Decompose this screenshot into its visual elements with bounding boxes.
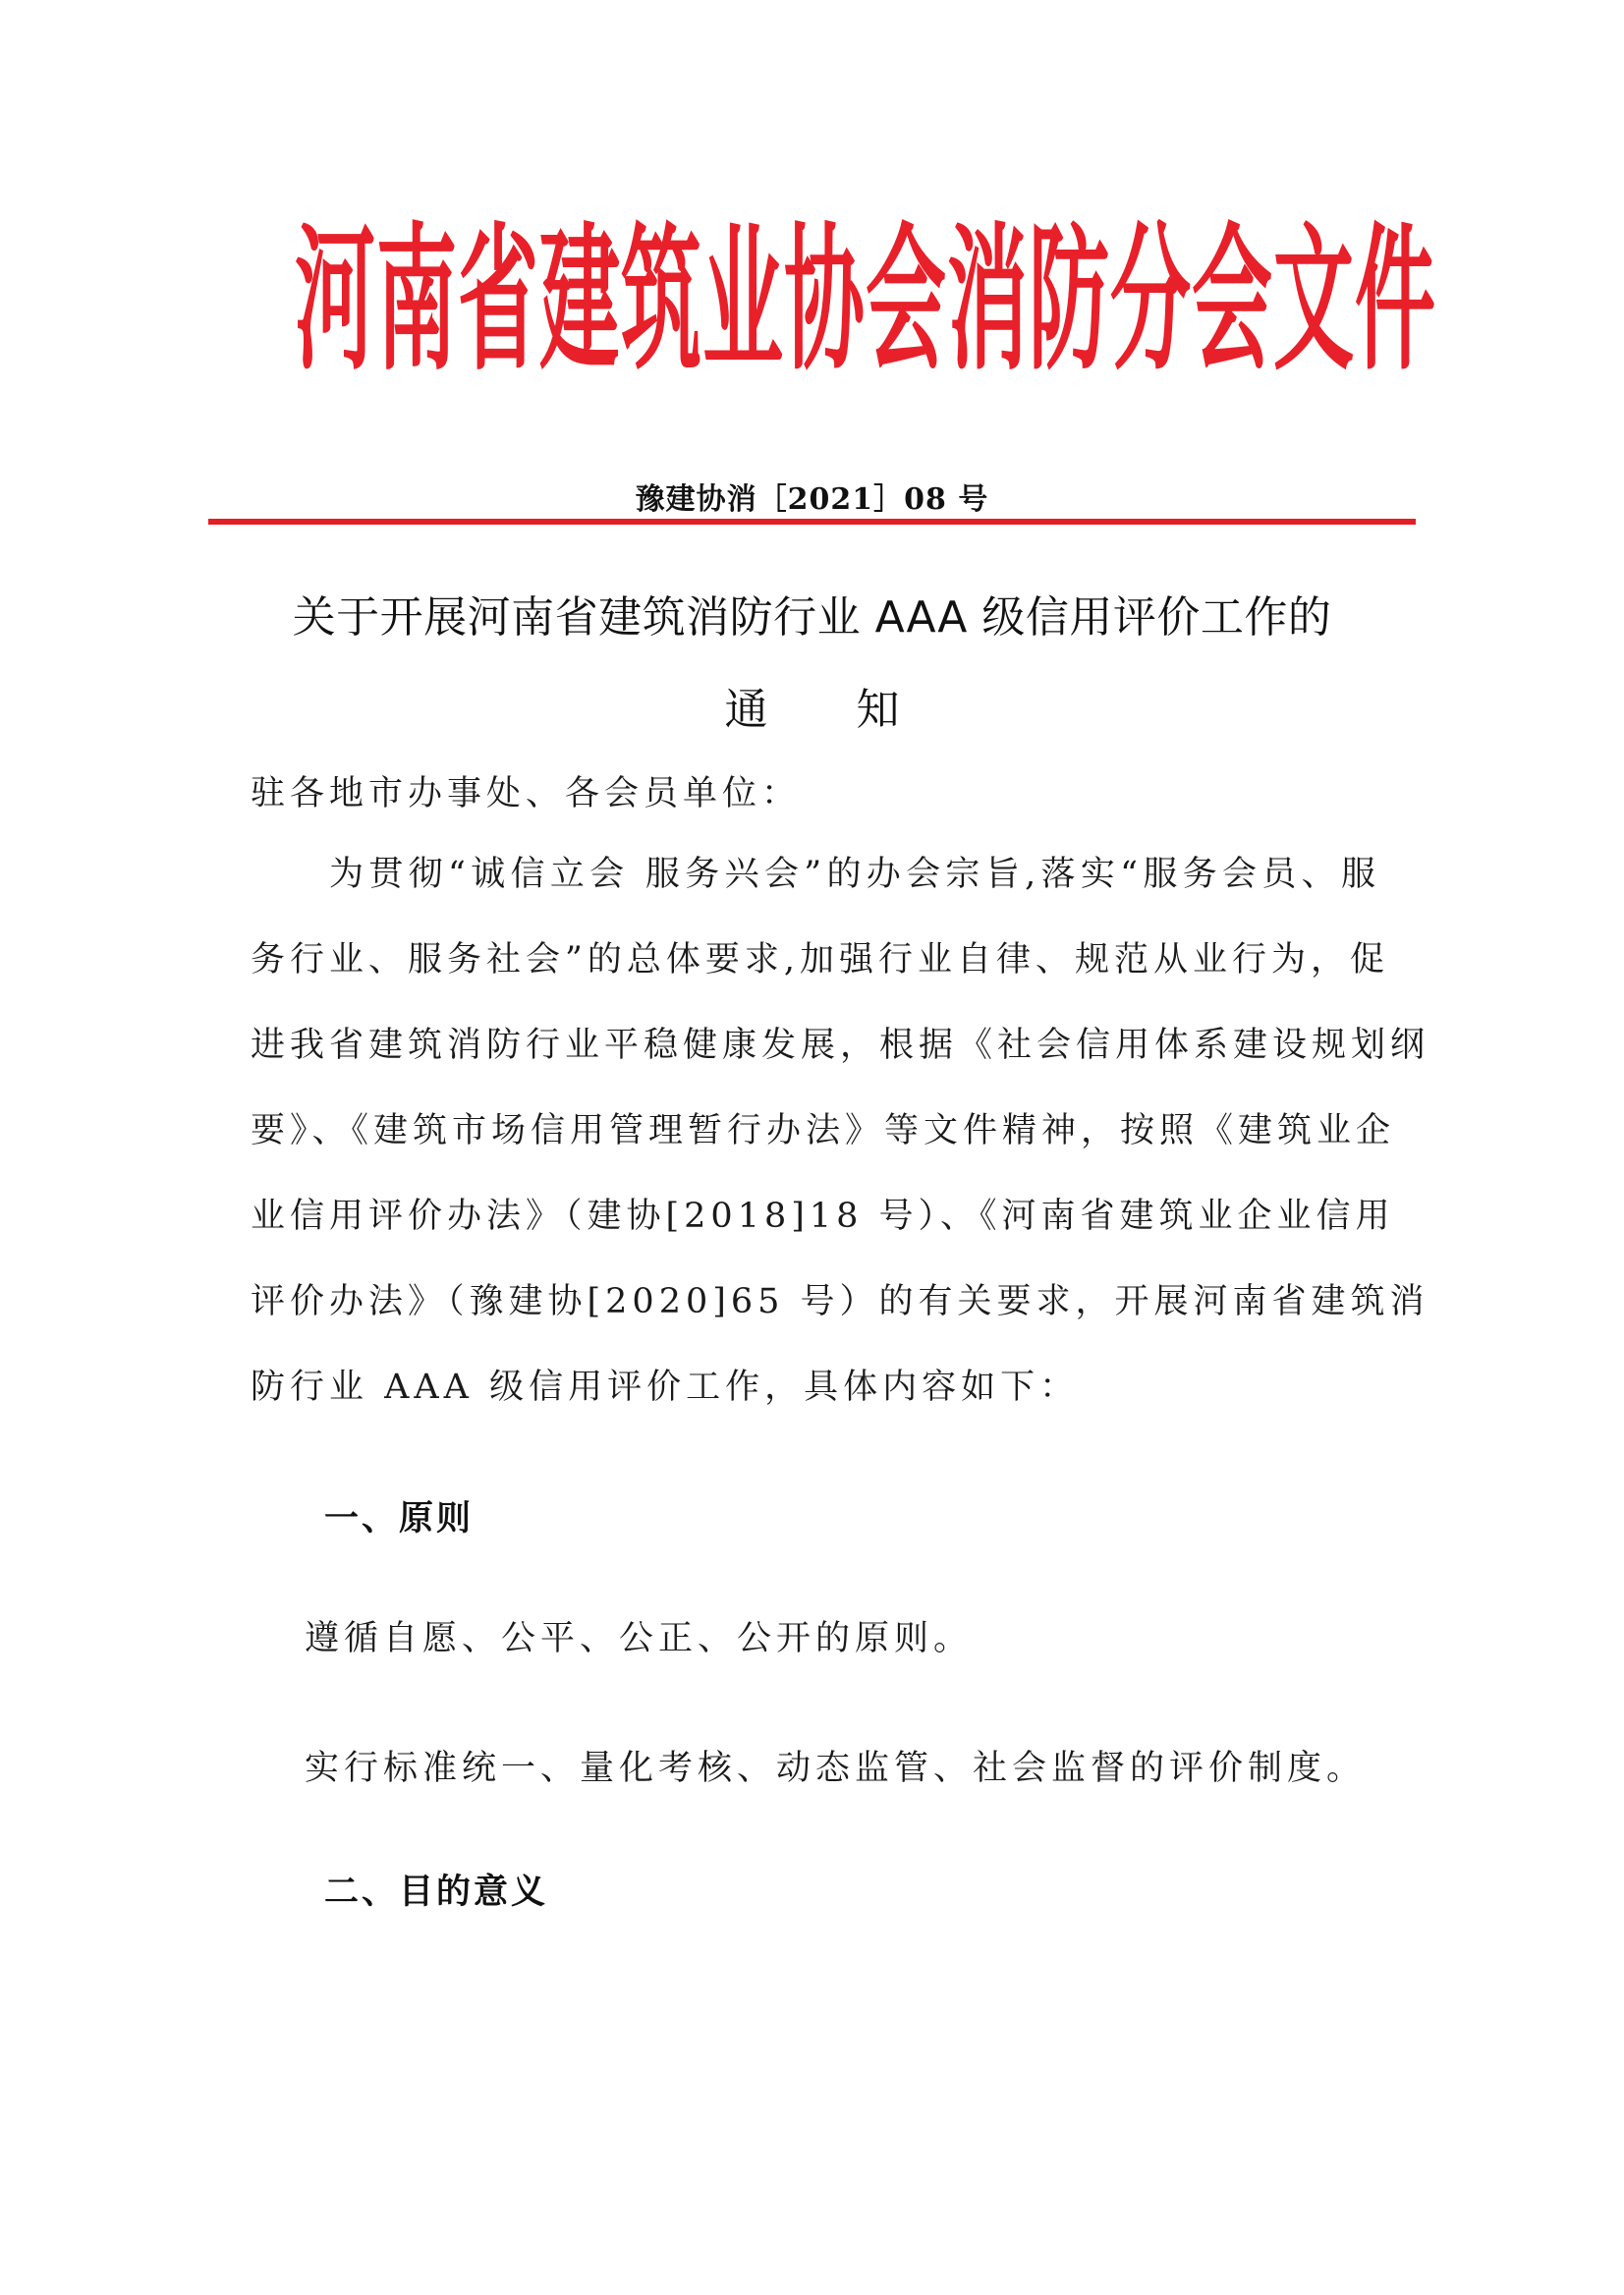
section-heading-purpose: 二、目的意义 <box>324 1873 549 1912</box>
intro-paragraph <box>251 832 1430 1430</box>
principles-paragraph-1: 遵循自愿、公平、公正、公开的原则。 <box>305 1619 974 1658</box>
red-divider-rule <box>208 519 1416 525</box>
paragraph-line: 为贯彻“诚信立会 服务兴会”的办会宗旨,落实“服务会员、服 <box>329 855 1380 894</box>
title-char-zhi: 知 <box>856 685 900 735</box>
paragraph-line: 要》、《建筑市场信用管理暂行办法》等文件精神，按照《建筑业企 <box>251 1111 1396 1150</box>
paragraph-line: 防行业 AAA 级信用评价工作，具体内容如下： <box>251 1368 1080 1407</box>
document-number: 豫建协消［2021］08 号 <box>635 482 989 517</box>
document-title-line-2 <box>0 674 1624 737</box>
title-char-tong: 通 <box>724 685 768 735</box>
document-title-line-1: 关于开展河南省建筑消防行业 AAA 级信用评价工作的 <box>292 592 1332 643</box>
section-heading-principles: 一、原则 <box>324 1499 475 1539</box>
salutation: 驻各地市办事处、各会员单位： <box>251 774 802 813</box>
organization-header-title: 河南省建筑业协会消防分会文件 <box>295 210 1437 393</box>
paragraph-line: 进我省建筑消防行业平稳健康发展，根据《社会信用体系建设规划纲 <box>251 1026 1430 1065</box>
paragraph-line: 业信用评价办法》（建协[2018]18 号）、《河南省建筑业企业信用 <box>251 1197 1395 1236</box>
paragraph-line: 务行业、服务社会”的总体要求,加强行业自律、规范从业行为，促 <box>251 940 1390 980</box>
paragraph-line: 评价办法》（豫建协[2020]65 号）的有关要求，开展河南省建筑消 <box>251 1282 1429 1321</box>
principles-paragraph-2: 实行标准统一、量化考核、动态监管、社会监督的评价制度。 <box>305 1749 1367 1788</box>
